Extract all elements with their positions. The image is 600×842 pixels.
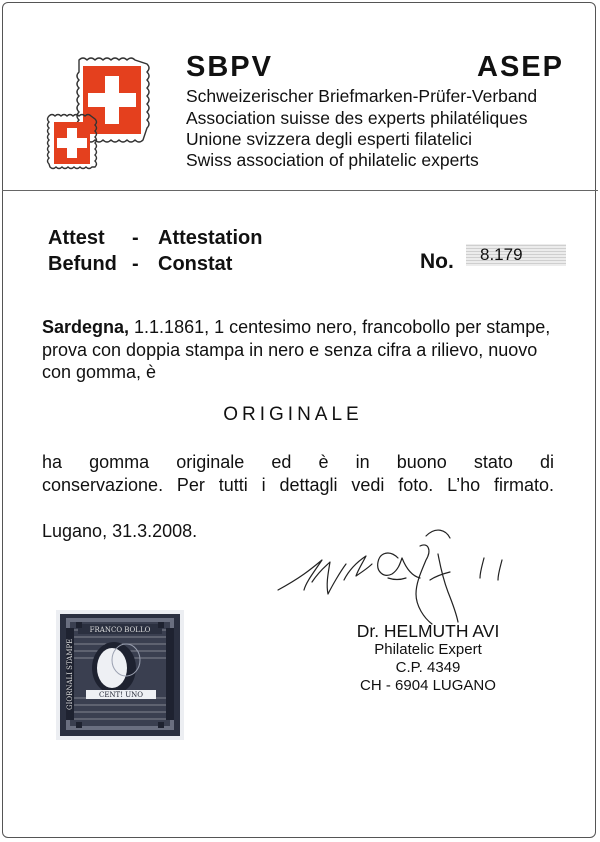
association-name-fr: Association suisse des experts philatéliques [186, 108, 528, 128]
certificate-number-label: No. [420, 250, 454, 273]
doc-type-attestation: Attestation [158, 227, 263, 249]
association-name-en: Swiss association of philatelic experts [186, 150, 479, 170]
brand-asep: ASEP [477, 51, 564, 83]
association-name-de: Schweizerischer Briefmarken-Prüfer-Verband [186, 86, 538, 106]
stamp-top-text: FRANCO BOLLO [89, 626, 151, 634]
condition-line-1: ha gomma originale ed è in buono stato di [42, 452, 554, 472]
stamp-side-text: GIORNALI STAMPE [66, 638, 74, 710]
doc-type-befund: Befund [48, 253, 117, 275]
sbpv-swiss-cross-logo [45, 50, 165, 175]
doc-type-dash: - [132, 227, 139, 249]
subject-details: 1.1.1861, 1 centesimo nero, francobollo per stampe, prova con doppia stampa in nero e senza cifra a rilievo, nuovo con gomma, è [42, 317, 551, 382]
stamp-center-text: CENT! UNO [98, 691, 144, 699]
expert-title: Philatelic Expert [374, 641, 482, 658]
certificate-number-value: 8.179 [480, 245, 523, 264]
expert-address: CH - 6904 LUGANO [360, 677, 496, 694]
subject-country: Sardegna, [42, 317, 130, 337]
header-divider [2, 190, 598, 191]
doc-type-attest: Attest [48, 227, 105, 249]
condition-line-2: conservazione. Per tutti i dettagli vedi foto. L’ho firmato. [42, 474, 554, 495]
expert-name: Dr. HELMUTH AVI [356, 621, 500, 641]
document-type-row-1 [48, 226, 262, 250]
expert-po-box: C.P. 4349 [395, 659, 461, 676]
doc-type-constat: Constat [158, 253, 233, 275]
association-name-it: Unione svizzera degli esperti filatelici [186, 129, 472, 149]
stamp-description [42, 316, 554, 384]
place-date: Lugano, 31.3.2008. [42, 521, 198, 541]
condition-statement [42, 451, 554, 496]
document-type-row-2 [48, 252, 232, 276]
stamp-photo [56, 610, 184, 740]
doc-type-dash: - [132, 253, 139, 275]
verdict: ORIGINALE [223, 404, 363, 425]
brand-sbpv: SBPV [186, 51, 273, 83]
